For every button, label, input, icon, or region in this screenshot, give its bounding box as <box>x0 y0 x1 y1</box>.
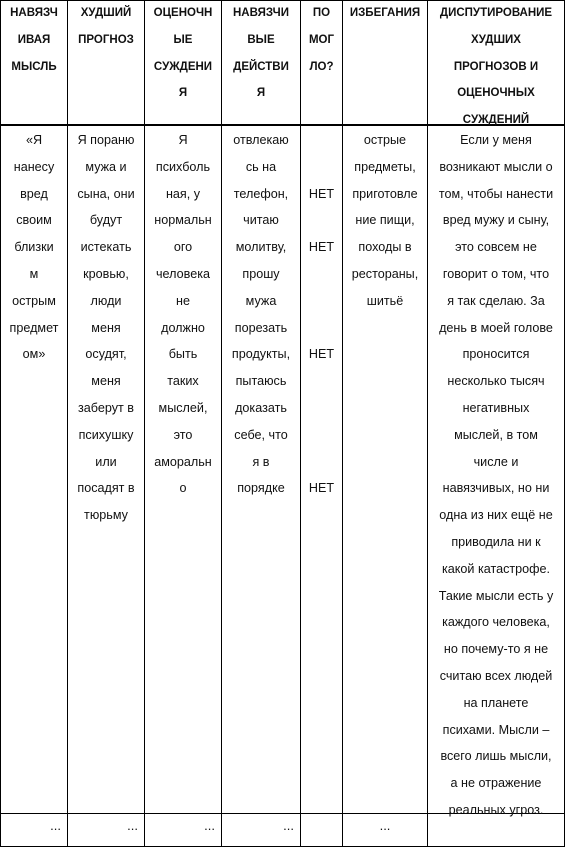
cell-line: о <box>179 481 187 496</box>
header-line: ОЦЕНОЧНЫХ <box>457 87 535 100</box>
cell-line: быть <box>168 347 198 362</box>
header-intrusive-thought <box>1 0 67 124</box>
cell-line: я так сделаю. За <box>447 293 545 308</box>
cell-disputing <box>428 127 564 817</box>
cell-line: будут <box>89 213 123 228</box>
cell-line: человека <box>156 266 210 281</box>
blank-line <box>301 315 342 342</box>
cell-line: отвлекаю <box>233 133 289 147</box>
blank-line <box>301 127 342 154</box>
cell-line: телефон, <box>233 186 289 201</box>
header-line: ИВАЯ <box>17 33 51 46</box>
header-line: ДЕЙСТВИ <box>233 60 289 73</box>
cell-line: это совсем не <box>455 240 537 255</box>
cell-line: тюрьму <box>84 508 128 523</box>
header-line: ХУДШИЙ <box>80 7 132 19</box>
cell-line: ом» <box>22 347 46 362</box>
cell-line: сь на <box>245 159 277 174</box>
cell-line: день в моей голове <box>439 320 553 335</box>
cell-line: читаю <box>243 213 279 228</box>
cell-line-answer: НЕТ <box>308 240 335 255</box>
cell-line: на планете <box>463 695 529 710</box>
blank-line <box>301 261 342 288</box>
cell-evaluative-judgments <box>145 127 221 813</box>
cell-line: какой катастрофе. <box>441 561 551 576</box>
cell-worst-forecast <box>68 127 144 813</box>
cell-line: вред мужу и сыну, <box>442 213 550 228</box>
cell-line: возникают мысли о <box>439 159 553 174</box>
cell-line: люди <box>90 293 122 308</box>
header-line: ПО <box>312 7 331 19</box>
header-line: ОЦЕНОЧН <box>153 7 213 19</box>
header-line: ЛО? <box>309 60 334 73</box>
header-disputing <box>428 0 564 127</box>
cell-compulsive-actions <box>222 127 300 813</box>
blank-line <box>301 154 342 181</box>
header-did-it-help <box>301 0 342 124</box>
cell-line: близки <box>14 240 54 255</box>
cell-line: мыслей, <box>158 400 208 415</box>
cell-line: острые <box>363 133 407 147</box>
header-line: ДИСПУТИРОВАНИЕ <box>439 7 553 19</box>
footer-ellipsis: ... <box>204 818 215 833</box>
cell-line: всего лишь мысли, <box>440 749 552 764</box>
header-worst-forecast <box>68 0 144 124</box>
cell-line: числе и <box>473 454 519 469</box>
cell-line: прошу <box>242 266 280 281</box>
cell-line: предмет <box>9 320 59 335</box>
cell-line: мужа и <box>85 159 127 174</box>
blank-line <box>301 288 342 315</box>
cell-line: а не отражение <box>450 776 542 791</box>
cell-line: нанесу <box>13 159 55 174</box>
cell-line: своим <box>16 213 52 228</box>
header-line: НАВЯЗЧИ <box>232 7 289 19</box>
header-line: ЫЕ <box>173 33 193 46</box>
cell-line: навязчивых, но ни <box>442 481 550 496</box>
cell-line: кровью, <box>83 266 129 281</box>
cell-line: каждого человека, <box>442 615 550 630</box>
cell-line: это <box>173 427 193 442</box>
blank-line <box>301 207 342 234</box>
header-evaluative-judgments <box>145 0 221 124</box>
blank-line <box>301 422 342 449</box>
cell-line: ого <box>173 240 193 255</box>
cell-line: шитьё <box>366 293 404 308</box>
header-line: ИЗБЕГАНИЯ <box>349 7 421 19</box>
cell-avoidances <box>343 127 427 813</box>
cell-intrusive-thought <box>1 127 67 813</box>
footer-ellipsis: ... <box>379 818 391 833</box>
cell-line: несколько тысяч <box>447 374 545 389</box>
footer-ellipsis: ... <box>127 818 138 833</box>
cell-line: мыслей, в том <box>454 427 538 442</box>
header-line: МЫСЛЬ <box>11 60 57 73</box>
cell-line: ние пищи, <box>355 213 415 228</box>
cell-line: я в <box>252 454 270 469</box>
cell-line: «Я <box>25 133 43 147</box>
header-line: НАВЯЗЧ <box>10 7 58 19</box>
header-line: ПРОГНОЗОВ И <box>453 60 539 73</box>
cell-line: считаю всех людей <box>439 668 553 683</box>
cell-line: рестораны, <box>351 266 419 281</box>
cell-line: негативных <box>462 400 530 415</box>
footer-empty <box>428 813 564 847</box>
cell-line: психушку <box>78 427 134 442</box>
cell-line: говорит о том, что <box>442 266 550 281</box>
cell-line: одна из них ещё не <box>439 508 553 523</box>
cell-line: меня <box>91 320 121 335</box>
cell-line: походы в <box>358 240 412 255</box>
cell-line: ная, у <box>165 186 201 201</box>
cell-line: сына, они <box>77 186 135 201</box>
cell-line: таких <box>167 374 199 389</box>
header-line: СУЖДЕНИ <box>153 60 213 73</box>
cell-line: предметы, <box>354 159 416 174</box>
cell-line: проносится <box>462 347 530 362</box>
cell-line: аморальн <box>154 454 212 469</box>
cell-line: приготовле <box>352 186 418 201</box>
cell-line: но почему-то я не <box>443 642 549 657</box>
header-line: СУЖДЕНИЙ <box>462 114 530 127</box>
cell-line: себе, что <box>234 427 288 442</box>
cell-line: заберут в <box>78 400 134 415</box>
footer-empty <box>301 813 342 847</box>
cell-line: порезать <box>234 320 288 335</box>
cell-line: психболь <box>155 159 211 174</box>
cell-line: Если у меня <box>460 133 532 147</box>
cell-line: истекать <box>80 240 132 255</box>
header-line: Я <box>178 87 188 100</box>
blank-line <box>301 368 342 395</box>
header-line: ХУДШИХ <box>471 33 521 46</box>
blank-line <box>301 449 342 476</box>
footer-ellipsis: ... <box>50 818 61 833</box>
cell-line: Я <box>178 133 188 147</box>
cell-line-answer: НЕТ <box>308 186 335 201</box>
cell-line-answer: НЕТ <box>308 481 335 496</box>
cell-line: приводила ни к <box>451 534 541 549</box>
cell-did-it-help <box>301 127 342 813</box>
footer-ellipsis: ... <box>283 818 294 833</box>
cell-line: меня <box>91 374 121 389</box>
header-avoidances <box>343 0 427 124</box>
cell-line: доказать <box>235 400 287 415</box>
cell-line: продукты, <box>231 347 291 362</box>
cell-line: вред <box>20 186 48 201</box>
cell-line: нормальн <box>154 213 212 228</box>
header-line: ВЫЕ <box>247 33 275 46</box>
cell-line: м <box>29 266 39 281</box>
cell-line: реальных угроз. <box>448 802 544 817</box>
cell-line: молитву, <box>235 240 287 255</box>
cell-line: мужа <box>245 293 277 308</box>
header-line: Я <box>256 87 266 100</box>
cell-line: посадят в <box>77 481 135 496</box>
cell-line: пытаюсь <box>235 374 287 389</box>
cell-line: том, чтобы нанести <box>438 186 554 201</box>
cell-line: острым <box>12 293 56 308</box>
cell-line: психами. Мысли – <box>442 722 550 737</box>
cell-line: порядке <box>237 481 285 496</box>
cell-line-answer: НЕТ <box>308 347 335 362</box>
cell-line: Я пораню <box>77 133 135 147</box>
cell-line: осудят, <box>85 347 127 362</box>
cell-line: Такие мысли есть у <box>438 588 554 603</box>
header-line: ПРОГНОЗ <box>78 33 134 46</box>
blank-line <box>301 395 342 422</box>
cell-line: или <box>95 454 117 469</box>
cell-line: должно <box>161 320 205 335</box>
header-compulsive-actions <box>222 0 300 124</box>
header-line: МОГ <box>308 33 335 46</box>
cell-line: не <box>176 293 190 308</box>
